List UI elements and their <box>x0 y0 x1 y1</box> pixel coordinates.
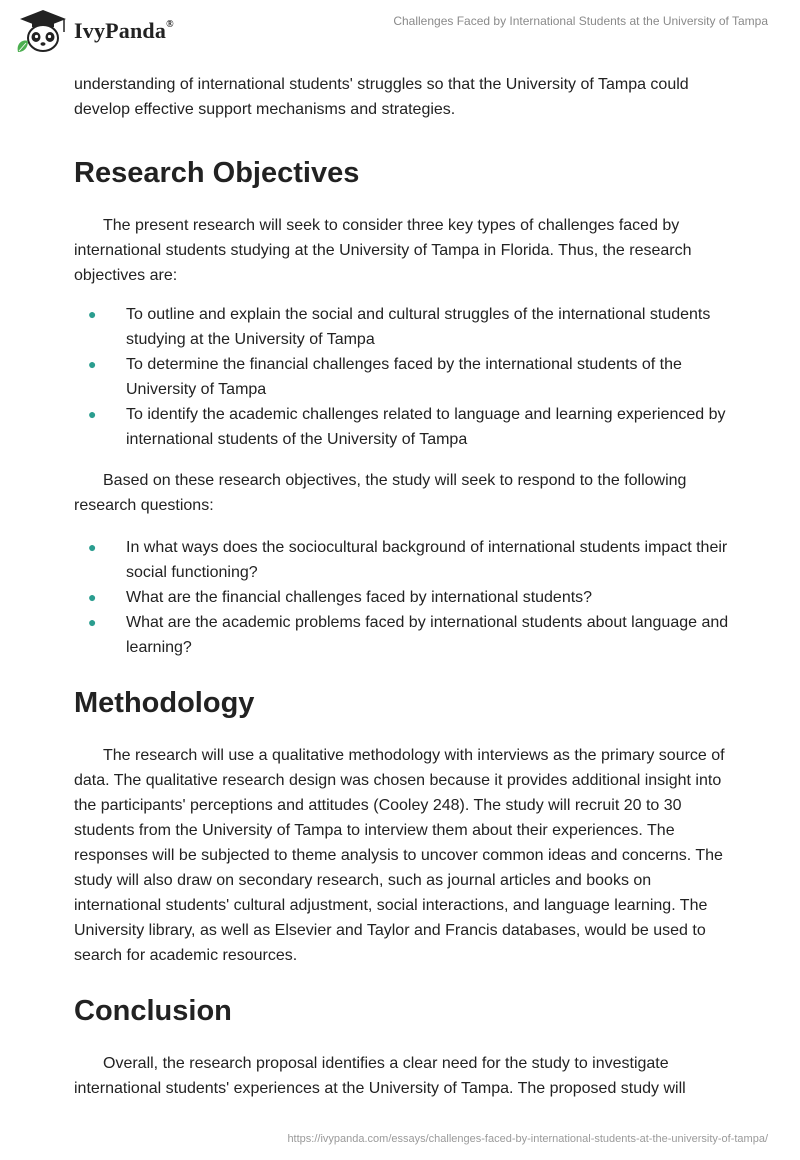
methodology-paragraph: The research will use a qualitative methodology with interviews as the primary source of data. The qualitative research design was chosen because it provides additional insight into the participants' perceptions and attitudes (Cooley 248). The study will recruit 20 to 30 students from the University of Tampa to interview them about their experiences. The responses will be subjected to theme analysis to uncover common ideas and concerns. The study will also draw on secondary research, such as journal articles and books on international students' cultural adjustment, social interactions, and language learning. The University library, as well as Elsevier and Taylor and Francis databases, would be used to search for academic resources. <box>74 747 725 964</box>
intro-paragraph: understanding of international students' struggles so that the University of Tampa could develop effective support mechanisms and strategies. <box>74 76 689 118</box>
list-item: ● What are the academic problems faced by international students about language and learning? <box>74 610 734 660</box>
source-url-link[interactable]: https://ivypanda.com/essays/challenges-faced-by-international-students-at-the-university-of-tampa/ <box>287 1133 768 1145</box>
questions-paragraph: Based on these research objectives, the study will seek to respond to the following research questions: <box>74 472 687 514</box>
heading-methodology: Methodology <box>74 687 255 719</box>
conclusion-paragraph: Overall, the research proposal identifies a clear need for the study to investigate international students' experiences at the University of Tampa. The proposed study will <box>74 1055 686 1097</box>
panda-graduate-icon <box>14 8 72 54</box>
objectives-paragraph: The present research will seek to consider three key types of challenges faced by international students studying at the University of Tampa in Florida. Thus, the research objectives are: <box>74 217 692 284</box>
document-title: Challenges Faced by International Students at the University of Tampa <box>393 14 768 28</box>
objectives-list <box>74 302 734 452</box>
bullet-icon: ● <box>88 356 97 372</box>
list-item: ● What are the financial challenges faced by international students? <box>74 585 734 610</box>
heading-conclusion: Conclusion <box>74 995 232 1027</box>
essay-body <box>74 70 734 1101</box>
list-item: ● To identify the academic challenges related to language and learning experienced by international students of the University of Tampa <box>74 402 734 452</box>
page-header <box>0 0 800 64</box>
list-item: ● To outline and explain the social and cultural struggles of the international students studying at the University of Tampa <box>74 302 734 352</box>
bullet-icon: ● <box>88 406 97 422</box>
heading-research-objectives: Research Objectives <box>74 157 360 189</box>
bullet-icon: ● <box>88 589 97 605</box>
list-item: ● In what ways does the sociocultural background of international students impact their social functioning? <box>74 535 734 585</box>
ivypanda-logo[interactable] <box>14 8 174 54</box>
bullet-icon: ● <box>88 539 97 555</box>
logo-wordmark: IvyPanda® <box>74 18 174 43</box>
bullet-icon: ● <box>88 306 97 322</box>
list-item: ● To determine the financial challenges faced by the international students of the University of Tampa <box>74 352 734 402</box>
questions-list <box>74 535 734 660</box>
bullet-icon: ● <box>88 614 97 630</box>
